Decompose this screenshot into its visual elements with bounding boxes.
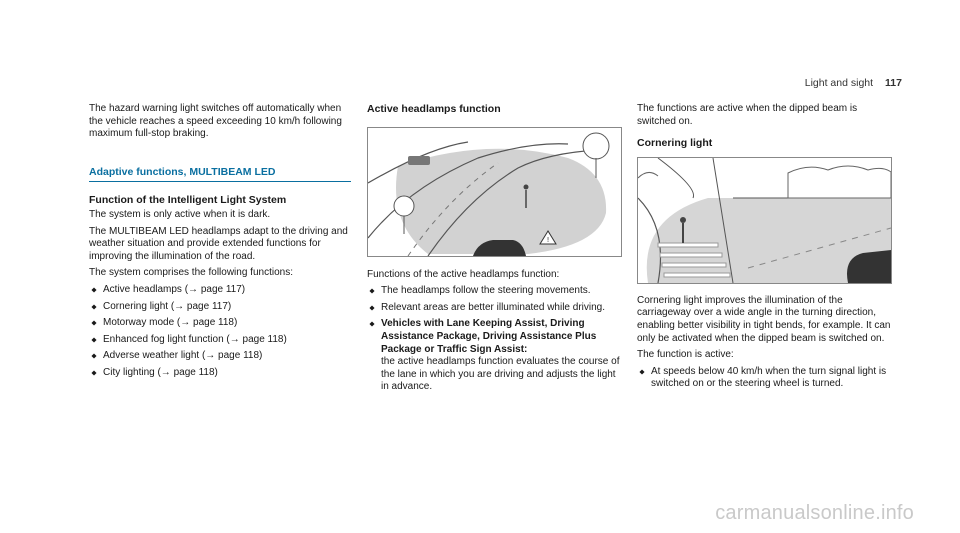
active-headlamps-title: Active headlamps function (367, 103, 501, 115)
function-list (89, 284, 351, 380)
paragraph-dark: The system is only active when it is dark. (89, 208, 271, 220)
headlamp-function-list (367, 285, 622, 394)
list-item-text: the active headlamps function evaluates the course of the lane in which you are driving and adjusts the light in advance. (381, 356, 620, 393)
list-item: Enhanced fog light function (→ page 118) (89, 334, 351, 347)
page-header (805, 77, 902, 89)
intro-paragraph: The hazard warning light switches off automatically when the vehicle reaches a speed exceeding 10 km/h following maximum full-stop braking. (89, 103, 342, 140)
column-left (89, 103, 351, 384)
list-item (367, 318, 622, 394)
list-item: At speeds below 40 km/h when the turn signal light is switched on or the steering wheel is turned. (637, 366, 892, 391)
paragraph-active: The functions are active when the dipped beam is switched on. (637, 103, 858, 127)
cornering-condition-list (637, 366, 892, 391)
list-item: Motorway mode (→ page 118) (89, 317, 351, 330)
list-item-bold: Vehicles with Lane Keeping Assist, Driving Assistance Package, Driving Assistance Plus Package or Traffic Sign Assist: (381, 318, 597, 355)
subsection-title: Function of the Intelligent Light System (89, 194, 287, 207)
list-item: Cornering light (→ page 117) (89, 301, 351, 314)
paragraph-cornering: Cornering light improves the illumination of the carriageway over a wide angle in the turning direction, enabling better visibility in tight bends, for example. It can only be activated when the dipped beam is switched on. (637, 294, 891, 344)
list-item: City lighting (→ page 118) (89, 367, 351, 380)
watermark-text: carmanualsonline.info (715, 502, 914, 524)
figure-caption: Functions of the active headlamps function: (367, 268, 560, 280)
paragraph-function-active: The function is active: (637, 349, 734, 361)
paragraph-multibeam: The MULTIBEAM LED headlamps adapt to the driving and weather situation and provide extended functions for improving the illumination of the road. (89, 225, 348, 262)
list-item: The headlamps follow the steering movements. (367, 285, 622, 298)
list-item: Relevant areas are better illuminated while driving. (367, 302, 622, 315)
column-right (637, 103, 892, 395)
svg-text:!: ! (546, 235, 550, 244)
section-title: Adaptive functions, MULTIBEAM LED (89, 166, 351, 183)
column-middle (367, 103, 622, 398)
active-headlamps-illustration (367, 127, 622, 257)
list-item: Adverse weather light (→ page 118) (89, 350, 351, 363)
header-section: Light and sight (804, 77, 874, 89)
list-item: Active headlamps (→ page 117) (89, 284, 351, 297)
cornering-light-title: Cornering light (637, 137, 713, 150)
paragraph-comprises: The system comprises the following functions: (89, 267, 293, 279)
page-number: 117 (885, 77, 902, 89)
cornering-light-illustration (637, 157, 892, 284)
